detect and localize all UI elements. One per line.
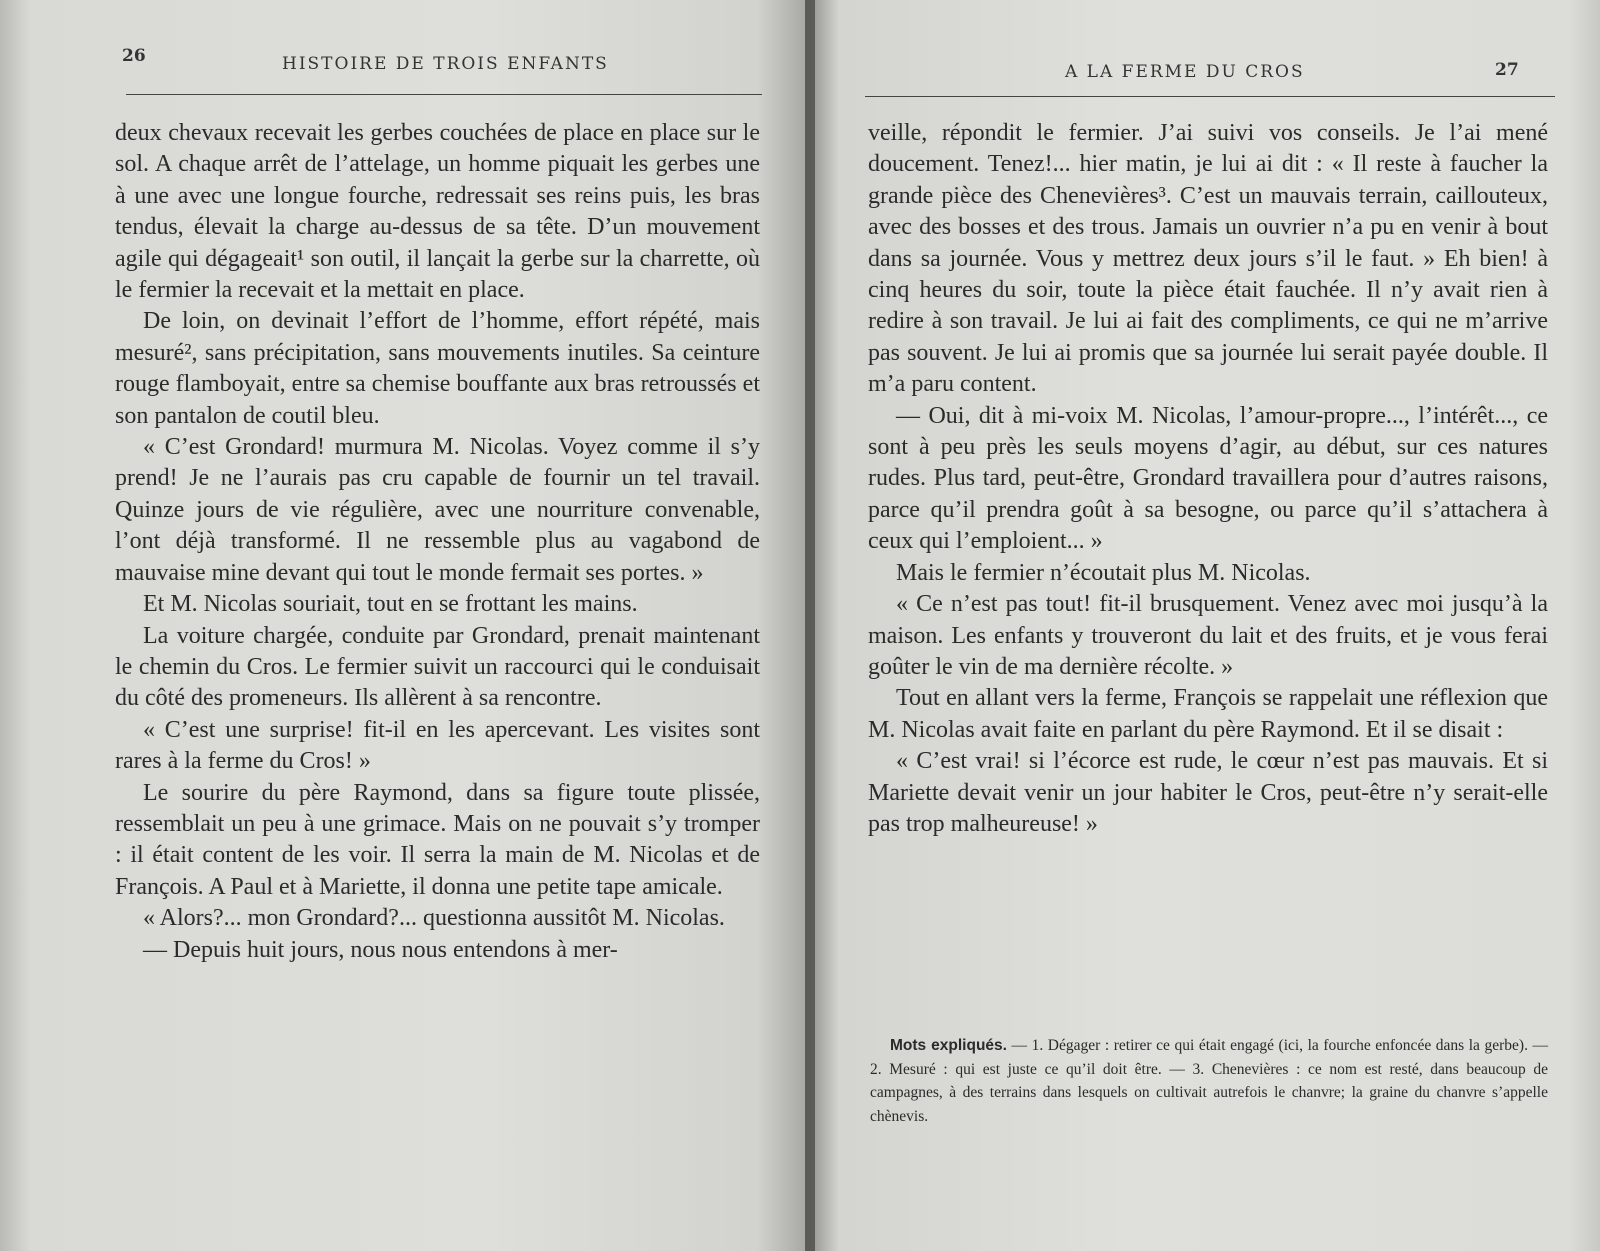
running-head: HISTOIRE DE TROIS ENFANTS [282, 54, 609, 74]
paragraph: « Alors?... mon Grondard?... questionna aussitôt M. Nicolas. [143, 905, 725, 932]
footnotes-text: — 1. Dégager : retirer ce qui était engagé (ici, la fourche enfoncée dans la gerbe). — 2. Mesuré : qui est juste ce qu’il doit être. — 3. Chenevières : ce nom est resté, dans beaucoup de campagnes, à des terrains dans lesquels on cultivait autrefois le chanvre; la graine du chanvre s’appelle chènevis. [870, 1037, 1549, 1125]
paragraph: Et M. Nicolas souriait, tout en se frottant les mains. [143, 591, 638, 618]
paragraph: « C’est une surprise! fit-il en les apercevant. Les visites sont rares à la ferme du Cros! » [115, 716, 760, 775]
paragraph: La voiture chargée, conduite par Grondard, prenait maintenant le chemin du Cros. Le fermier suivit un raccourci qui le conduisait du côté des promeneurs. Ils allèrent à sa rencontre. [115, 622, 760, 712]
header-rule [865, 96, 1555, 97]
book-gutter [805, 0, 815, 1251]
paragraph: deux chevaux recevait les gerbes couchées de place en place sur le sol. A chaque arrêt de l’attelage, un homme piquait les gerbes une à une avec une longue fourche, redressait ses reins puis, les bras tendus, élevait la charge au-dessus de sa tête. D’un mouvement agile qui dégageait¹ son outil, il lançait la gerbe sur la charrette, où le fermier la recevait et la mettait en place. [115, 120, 760, 304]
paragraph: Mais le fermier n’écoutait plus M. Nicolas. [896, 559, 1311, 586]
right-page [815, 0, 1600, 1251]
paragraph: « C’est Grondard! murmura M. Nicolas. Voyez comme il s’y prend! Je ne l’aurais pas cru capable de fournir un tel travail. Quinze jours de vie régulière, avec une nourriture convenable, l’ont déjà transformé. Il ne ressemble plus au vagabond de mauvaise mine devant qui tout le monde fermait ses portes. » [115, 434, 760, 586]
paragraph: « C’est vrai! si l’écorce est rude, le cœur n’est pas mauvais. Et si Mariette devait venir un jour habiter le Cros, peut-être n’y serait-elle pas trop malheureuse! » [868, 748, 1548, 837]
footnotes-heading: Mots expliqués. [890, 1037, 1007, 1054]
running-head: A LA FERME DU CROS [1065, 62, 1305, 82]
paragraph: « Ce n’est pas tout! fit-il brusquement. Venez avec moi jusqu’à la maison. Les enfants y trouveront du lait et des fruits, et je vous ferai goûter le vin de ma dernière récolte. » [868, 591, 1548, 680]
left-page-body [115, 118, 760, 966]
page-number: 27 [1495, 60, 1519, 80]
paragraph: Le sourire du père Raymond, dans sa figure toute plissée, ressemblait un peu à une grimace. Mais on ne pouvait s’y tromper : il était content de les voir. Il serra la main de M. Nicolas et de François. A Paul et à Mariette, il donna une petite tape amicale. [115, 779, 760, 900]
header-rule [126, 94, 762, 95]
footnotes [870, 1034, 1548, 1128]
paragraph: veille, répondit le fermier. J’ai suivi vos conseils. Je l’ai mené doucement. Tenez!... hier matin, je lui ai dit : « Il reste à faucher la grande pièce des Chenevières³. C’est un mauvais terrain, caillouteux, avec des bosses et des trous. Jamais un ouvrier n’a pu en venir à bout dans sa journée. Vous y mettrez deux jours s’il le faut. » Eh bien! à cinq heures du soir, toute la pièce était fauchée. Il n’y avait rien à redire à son travail. Je lui ai fait des compliments, ce qui ne m’arrive pas souvent. Je lui ai promis que sa journée lui serait payée double. Il m’a paru content. [868, 120, 1548, 398]
page-number: 26 [122, 46, 146, 66]
paragraph: — Depuis huit jours, nous nous entendons à mer- [143, 936, 618, 963]
right-page-body [868, 118, 1548, 840]
paragraph: — Oui, dit à mi-voix M. Nicolas, l’amour-propre..., l’intérêt..., ce sont à peu près les seuls moyens d’agir, au début, sur ces natures rudes. Plus tard, peut-être, Grondard travaillera pour d’autres raisons, parce qu’il prendra goût à sa besogne, ou parce qu’il s’attachera à ceux qui l’emploient... » [868, 402, 1548, 555]
paragraph: De loin, on devinait l’effort de l’homme, effort répété, mais mesuré², sans précipitation, sans mouvements inutiles. Sa ceinture rouge flamboyait, entre sa chemise bouffante aux bras retroussés et son pantalon de coutil bleu. [115, 308, 760, 429]
paragraph: Tout en allant vers la ferme, François se rappelait une réflexion que M. Nicolas avait faite en parlant du père Raymond. Et il se disait : [868, 685, 1548, 743]
